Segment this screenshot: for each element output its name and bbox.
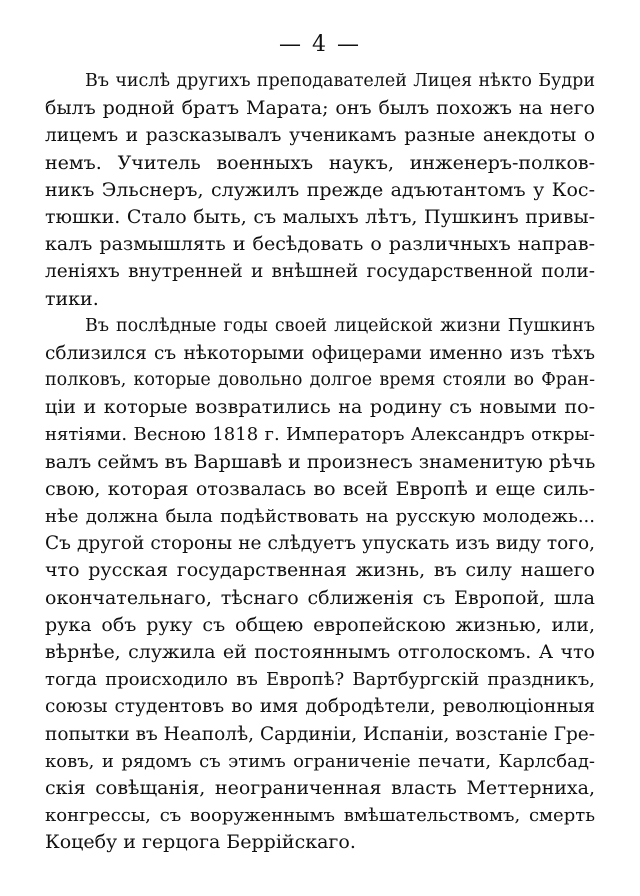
text-line: окончательнаго, тѣснаго сближенiя съ Европой, шла bbox=[45, 586, 595, 609]
text-line: Съ другой стороны не слѣдуетъ упускать изъ виду того, bbox=[45, 533, 595, 555]
text-line: союзы студентовъ во имя добродѣтели, революцiонныя bbox=[45, 696, 595, 718]
text-line: полковъ, которые довольно долгое время стояли во Фран- bbox=[45, 370, 595, 391]
text-line: вѣрнѣе, служила ей постояннымъ отголоскомъ. А что bbox=[45, 640, 595, 663]
text-line: что русская государственная жизнь, въ силу нашего bbox=[45, 559, 595, 582]
text-line: Коцебу и герцога Беррiйскаго. bbox=[45, 831, 356, 854]
text-line: ковъ, и рядомъ съ этимъ ограниченiе печати, Карлсбад- bbox=[45, 750, 595, 772]
text-line: немъ. Учитель военныхъ наукъ, инженеръ-полков- bbox=[45, 151, 595, 174]
text-line: цiи и которые возвратились на родину съ новыми по- bbox=[45, 396, 595, 419]
body-text bbox=[45, 68, 595, 856]
text-line: ленiяхъ внутренней и внѣшней государственной поли- bbox=[45, 261, 595, 283]
text-line: Въ послѣдные годы своей лицейской жизни Пушкинъ bbox=[85, 315, 595, 336]
text-line: лицемъ и разсказывалъ ученикамъ разные анекдоты о bbox=[45, 125, 595, 147]
text-line: сблизился съ нѣкоторыми офицерами именно изъ тѣхъ bbox=[45, 342, 595, 364]
text-line: былъ родной братъ Марата; онъ былъ похожъ на него bbox=[45, 97, 595, 120]
text-line: тюшки. Стало быть, съ малыхъ лѣтъ, Пушкинъ привы- bbox=[45, 205, 595, 228]
text-line: тики. bbox=[45, 287, 99, 310]
text-line: скiя совѣщанiя, неограниченная власть Меттерниха, bbox=[45, 776, 595, 799]
text-line: нѣе должна была подѣйствовать на русскую молодежь... bbox=[45, 506, 595, 527]
text-line: тогда происходило въ Европѣ? Вартбургскiй праздникъ, bbox=[45, 669, 595, 691]
text-line: нятiями. Весною 1818 г. Императоръ Александръ откры- bbox=[45, 424, 595, 446]
text-line: валъ сеймъ въ Варшавѣ и произнесъ знаменитую рѣчь bbox=[45, 450, 595, 473]
paragraph-2 bbox=[45, 313, 595, 857]
text-line: рука объ руку съ общею европейскою жизнью, или, bbox=[45, 613, 595, 636]
paragraph-1 bbox=[45, 68, 595, 313]
text-line: конгрессы, съ вооруженнымъ вмѣшательствомъ, смерть bbox=[45, 805, 595, 827]
text-line: попытки въ Неаполѣ, Сардинiи, Испанiи, возстанiе Гре- bbox=[45, 723, 595, 745]
text-line: свою, которая отозвалась во всей Европѣ и еще силь- bbox=[45, 477, 595, 500]
text-line: никъ Эльснеръ, служилъ прежде адъютантомъ у Кос- bbox=[45, 178, 595, 201]
page-number: — 4 — bbox=[279, 32, 361, 57]
text-line: калъ размышлять и бесѣдовать о различныхъ направ- bbox=[45, 233, 595, 256]
text-line: Въ числѣ другихъ преподавателей Лицея нѣкто Будри bbox=[85, 71, 595, 91]
